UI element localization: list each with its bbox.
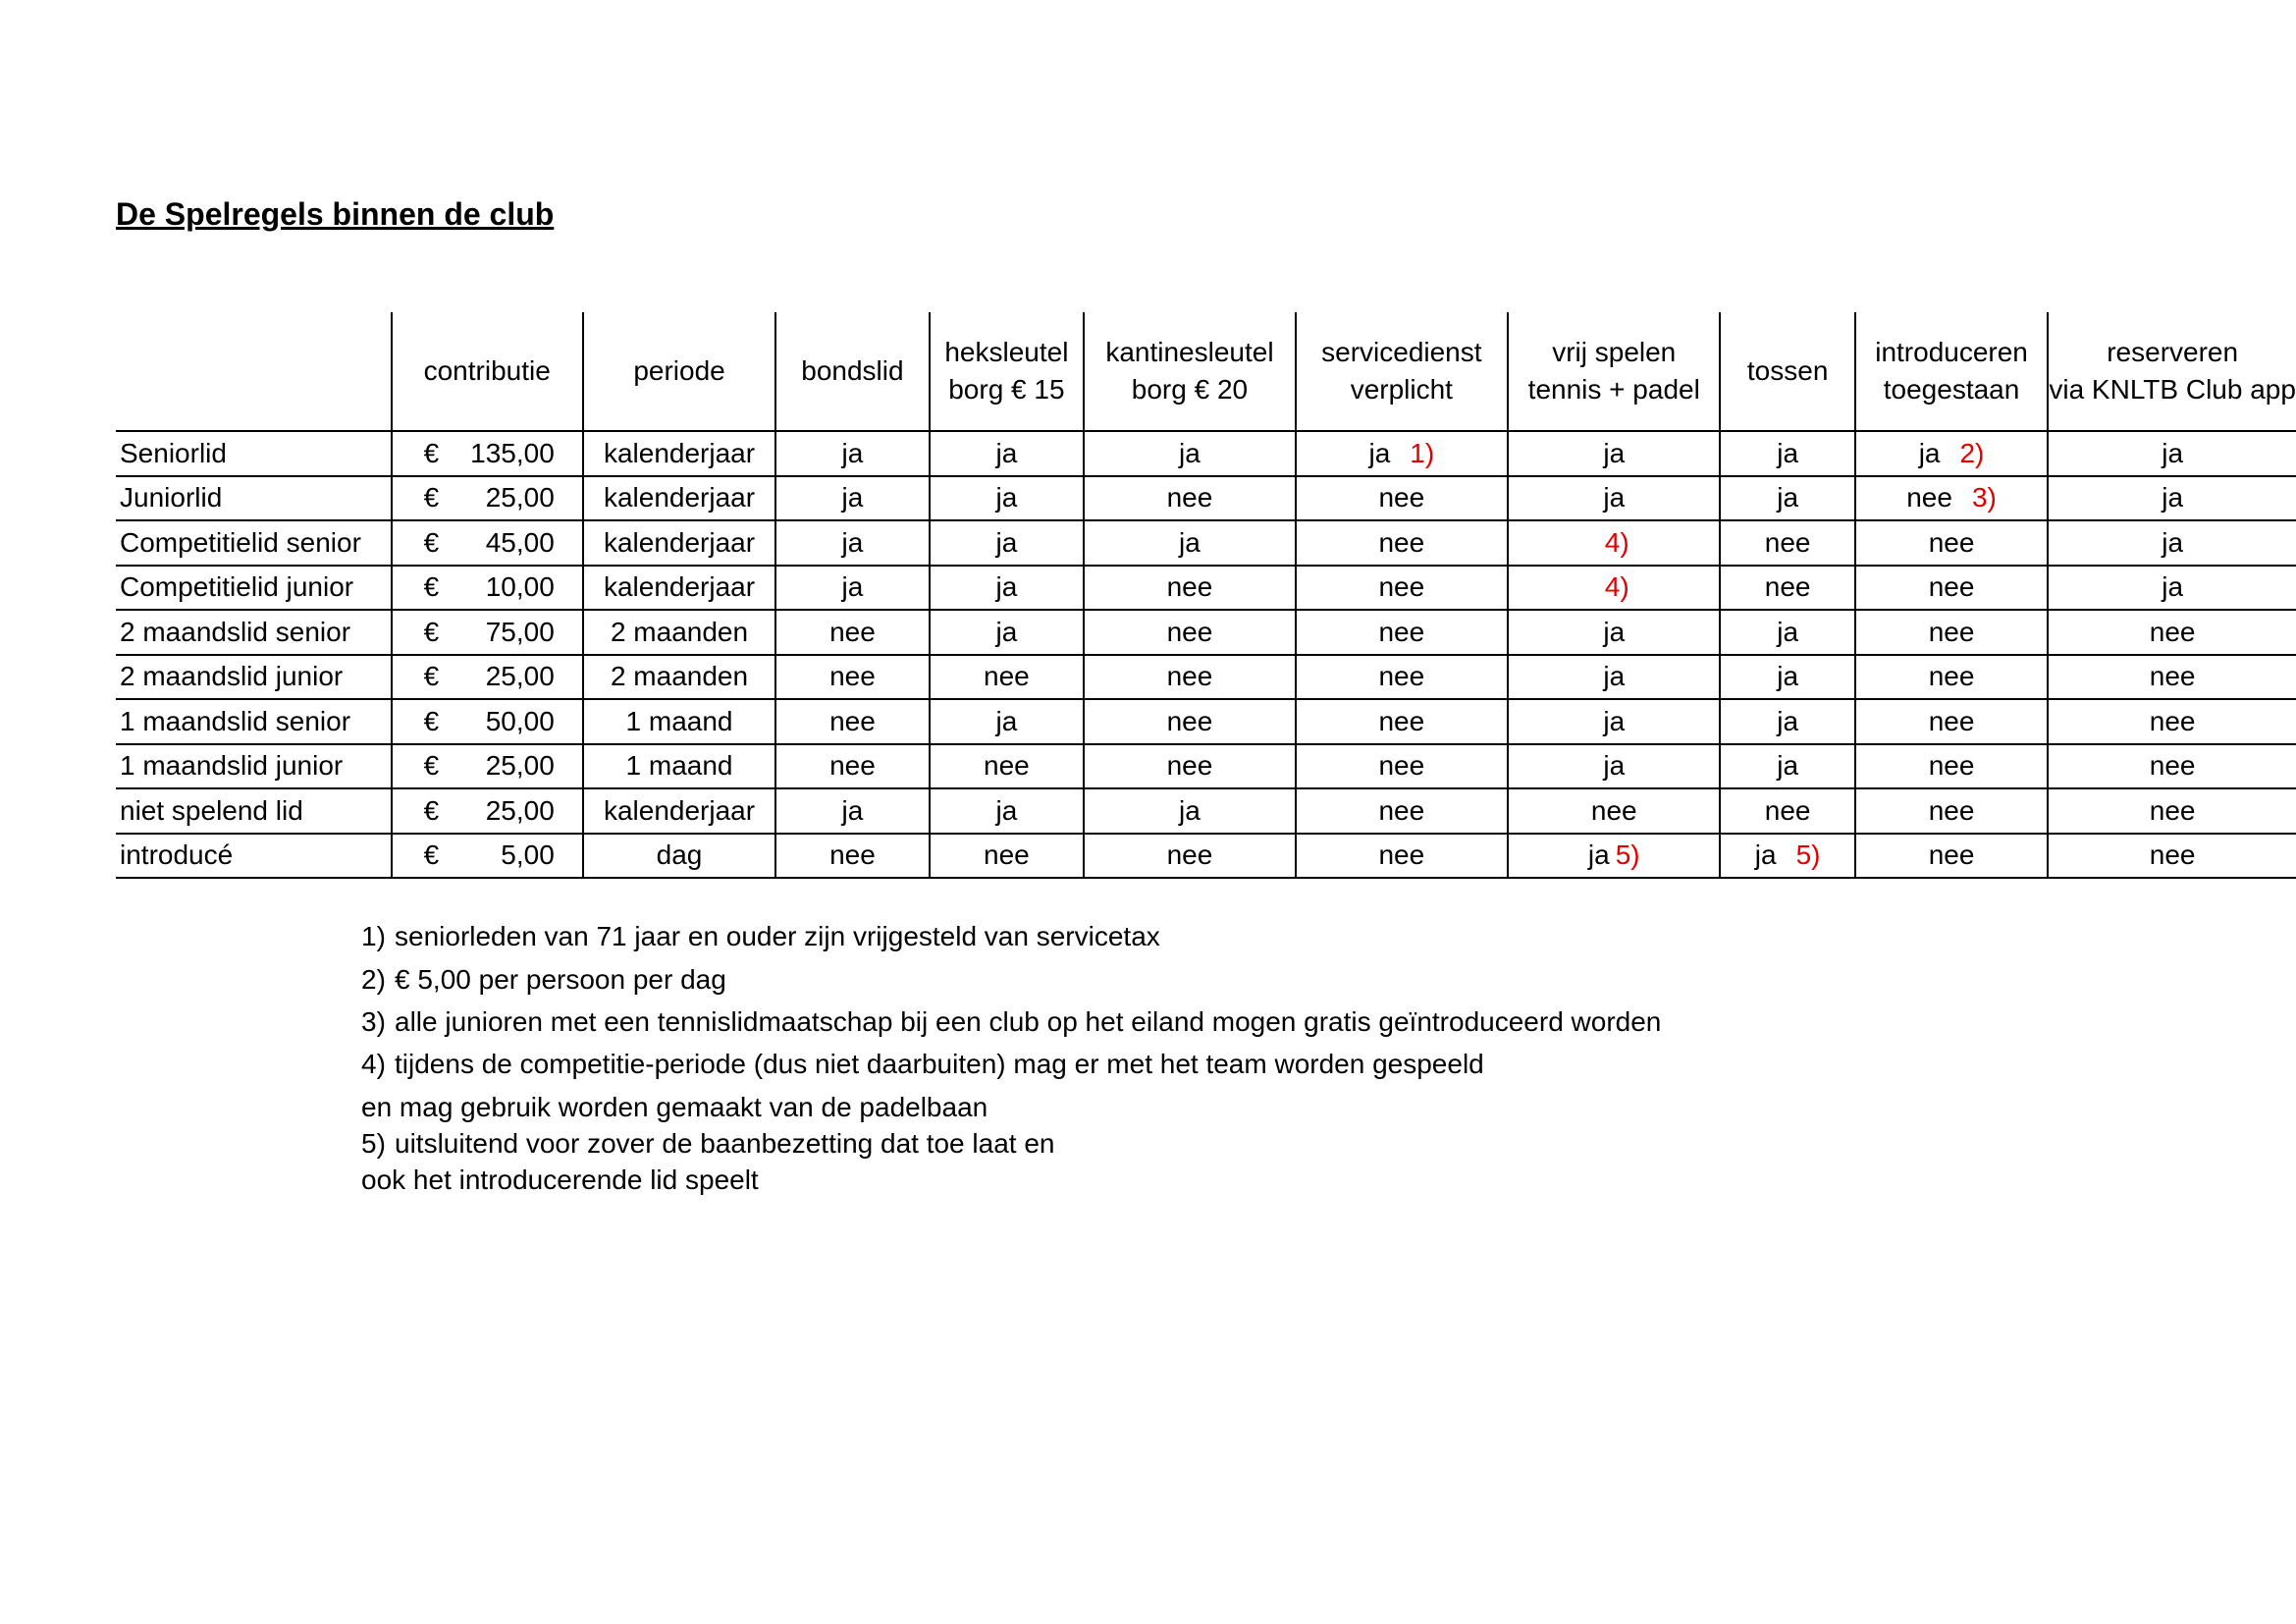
- footnote-2: 2) € 5,00 per persoon per dag: [361, 964, 726, 995]
- heksleutel-value: ja: [995, 705, 1018, 736]
- footnote-ref: 3): [1971, 482, 1997, 514]
- vrij-spelen-value: ja: [1603, 705, 1626, 736]
- heksleutel-cell: [930, 834, 1085, 879]
- heksleutel-cell: [930, 610, 1085, 655]
- heksleutel-cell: [930, 520, 1085, 566]
- tossen-value: ja: [1777, 661, 1799, 692]
- header-contributie: contributie: [392, 312, 583, 431]
- periode-value: kalenderjaar: [603, 482, 756, 514]
- kantinesleutel-value: nee: [1166, 616, 1213, 647]
- introduceren-cell: [1855, 788, 2049, 834]
- introduceren-value: nee: [1906, 482, 1952, 514]
- heksleutel-cell: [930, 655, 1085, 700]
- reserveren-cell: [2048, 610, 2296, 655]
- reserveren-cell: [2048, 566, 2296, 611]
- header-heksleutel: heksleutel borg € 15: [930, 312, 1085, 431]
- contributie-amount: 10,00: [485, 571, 555, 603]
- kantinesleutel-cell: [1084, 744, 1295, 789]
- member-type-cell: niet spelend lid: [116, 788, 392, 834]
- introduceren-value: nee: [1928, 705, 1975, 736]
- periode-cell: [583, 655, 775, 700]
- heksleutel-value: ja: [995, 571, 1018, 603]
- tossen-cell: [1720, 520, 1854, 566]
- heksleutel-value: nee: [984, 750, 1030, 782]
- bondslid-cell: [775, 610, 929, 655]
- tossen-value: nee: [1764, 571, 1811, 603]
- heksleutel-value: ja: [995, 526, 1018, 558]
- footnote-5-continued: ook het introducerende lid speelt: [361, 1164, 759, 1195]
- bondslid-cell: [775, 699, 929, 744]
- reserveren-cell: [2048, 834, 2296, 879]
- bondslid-value: ja: [841, 482, 864, 514]
- contributie-cell: [392, 834, 583, 879]
- introduceren-value: ja: [1918, 437, 1941, 468]
- contributie-cell: [392, 431, 583, 476]
- servicedienst-cell: [1296, 699, 1508, 744]
- bondslid-value: ja: [841, 437, 864, 468]
- servicedienst-cell: [1296, 744, 1508, 789]
- footnote-5: 5) uitsluitend voor zover de baanbezetting dat toe laat en: [361, 1128, 1055, 1159]
- page-title: De Spelregels binnen de club: [116, 196, 555, 232]
- contributie-cell: [392, 655, 583, 700]
- reserveren-value: nee: [2149, 750, 2196, 782]
- kantinesleutel-value: ja: [1179, 437, 1201, 468]
- contributie-cell: [392, 476, 583, 521]
- tossen-value: nee: [1764, 526, 1811, 558]
- heksleutel-cell: [930, 476, 1085, 521]
- tossen-cell: [1720, 476, 1854, 521]
- kantinesleutel-cell: [1084, 566, 1295, 611]
- heksleutel-value: ja: [995, 482, 1018, 514]
- heksleutel-value: ja: [995, 616, 1018, 647]
- heksleutel-value: ja: [995, 794, 1018, 826]
- currency-symbol: €: [423, 839, 440, 871]
- kantinesleutel-cell: [1084, 610, 1295, 655]
- reserveren-cell: [2048, 744, 2296, 789]
- periode-cell: [583, 788, 775, 834]
- introduceren-cell: [1855, 744, 2049, 789]
- contributie-amount: 25,00: [485, 661, 555, 692]
- tossen-cell: [1720, 699, 1854, 744]
- tossen-cell: [1720, 610, 1854, 655]
- introduceren-value: nee: [1928, 750, 1975, 782]
- kantinesleutel-cell: [1084, 788, 1295, 834]
- contributie-amount: 75,00: [485, 616, 555, 647]
- kantinesleutel-value: ja: [1179, 794, 1201, 826]
- kantinesleutel-value: nee: [1166, 750, 1213, 782]
- currency-symbol: €: [423, 661, 440, 692]
- tossen-cell: [1720, 788, 1854, 834]
- servicedienst-cell: [1296, 520, 1508, 566]
- periode-value: 2 maanden: [610, 616, 749, 647]
- footnote-ref: 5): [1795, 839, 1821, 871]
- kantinesleutel-value: nee: [1166, 705, 1213, 736]
- kantinesleutel-value: nee: [1166, 661, 1213, 692]
- contributie-cell: [392, 566, 583, 611]
- header-reserveren: reserveren via KNLTB Club app: [2048, 312, 2296, 431]
- currency-symbol: €: [423, 571, 440, 603]
- member-type-cell: Competitielid senior: [116, 520, 392, 566]
- periode-cell: [583, 520, 775, 566]
- tossen-cell: [1720, 744, 1854, 789]
- header-row: [116, 312, 2296, 431]
- bondslid-cell: [775, 788, 929, 834]
- introduceren-cell: [1855, 655, 2049, 700]
- bondslid-cell: [775, 476, 929, 521]
- vrij-spelen-cell: [1508, 788, 1720, 834]
- contributie-amount: 25,00: [485, 750, 555, 782]
- servicedienst-cell: [1296, 566, 1508, 611]
- introduceren-value: nee: [1928, 616, 1975, 647]
- kantinesleutel-value: nee: [1166, 571, 1213, 603]
- reserveren-cell: [2048, 431, 2296, 476]
- footnote-ref: 2): [1959, 437, 1985, 468]
- footnote-3: 3) alle junioren met een tennislidmaatschap bij een club op het eiland mogen gratis geïntroduceerd worden: [361, 1006, 1662, 1037]
- vrij-spelen-cell: [1508, 566, 1720, 611]
- vrij-spelen-cell: [1508, 655, 1720, 700]
- member-type-cell: Competitielid junior: [116, 566, 392, 611]
- membership-rules-table: [116, 312, 2296, 879]
- servicedienst-value: ja: [1368, 437, 1391, 468]
- contributie-amount: 135,00: [470, 437, 555, 468]
- vrij-spelen-value: ja: [1587, 839, 1610, 871]
- member-type-cell: 2 maandslid senior: [116, 610, 392, 655]
- table-row: [116, 520, 2296, 566]
- bondslid-cell: [775, 566, 929, 611]
- periode-value: kalenderjaar: [603, 794, 756, 826]
- contributie-cell: [392, 744, 583, 789]
- periode-value: kalenderjaar: [603, 437, 756, 468]
- reserveren-cell: [2048, 520, 2296, 566]
- servicedienst-value: nee: [1378, 839, 1425, 871]
- heksleutel-cell: [930, 699, 1085, 744]
- servicedienst-value: nee: [1378, 705, 1425, 736]
- kantinesleutel-cell: [1084, 655, 1295, 700]
- bondslid-value: nee: [829, 750, 876, 782]
- tossen-value: ja: [1777, 482, 1799, 514]
- tossen-value: ja: [1777, 437, 1799, 468]
- heksleutel-cell: [930, 744, 1085, 789]
- member-type-cell: 1 maandslid junior: [116, 744, 392, 789]
- heksleutel-cell: [930, 788, 1085, 834]
- reserveren-value: nee: [2149, 705, 2196, 736]
- table-row: [116, 744, 2296, 789]
- footnote-ref: 4): [1604, 526, 1629, 558]
- member-type-cell: 2 maandslid junior: [116, 655, 392, 700]
- periode-cell: [583, 566, 775, 611]
- header-vrij-spelen: vrij spelen tennis + padel: [1508, 312, 1720, 431]
- table-row: [116, 655, 2296, 700]
- header-periode: periode: [583, 312, 775, 431]
- bondslid-cell: [775, 431, 929, 476]
- bondslid-value: nee: [829, 616, 876, 647]
- bondslid-cell: [775, 520, 929, 566]
- bondslid-cell: [775, 655, 929, 700]
- kantinesleutel-cell: [1084, 520, 1295, 566]
- bondslid-cell: [775, 744, 929, 789]
- reserveren-cell: [2048, 788, 2296, 834]
- bondslid-value: nee: [829, 661, 876, 692]
- introduceren-value: nee: [1928, 526, 1975, 558]
- table-row: [116, 610, 2296, 655]
- contributie-amount: 25,00: [485, 482, 555, 514]
- heksleutel-cell: [930, 431, 1085, 476]
- reserveren-value: nee: [2149, 616, 2196, 647]
- bondslid-value: ja: [841, 526, 864, 558]
- introduceren-value: nee: [1928, 661, 1975, 692]
- bondslid-cell: [775, 834, 929, 879]
- tossen-cell: [1720, 566, 1854, 611]
- introduceren-cell: [1855, 476, 2049, 521]
- periode-value: 1 maand: [625, 750, 733, 782]
- periode-value: 2 maanden: [610, 661, 749, 692]
- introduceren-cell: [1855, 566, 2049, 611]
- servicedienst-value: nee: [1378, 616, 1425, 647]
- vrij-spelen-cell: [1508, 744, 1720, 789]
- servicedienst-value: nee: [1378, 794, 1425, 826]
- header-cell: [116, 312, 392, 431]
- servicedienst-value: nee: [1378, 482, 1425, 514]
- footnote-ref: 1): [1410, 437, 1435, 468]
- contributie-amount: 50,00: [485, 705, 555, 736]
- periode-value: 1 maand: [625, 705, 733, 736]
- tossen-cell: [1720, 431, 1854, 476]
- introduceren-cell: [1855, 431, 2049, 476]
- contributie-amount: 25,00: [485, 794, 555, 826]
- reserveren-value: nee: [2149, 794, 2196, 826]
- table-row: [116, 699, 2296, 744]
- currency-symbol: €: [423, 750, 440, 782]
- bondslid-value: ja: [841, 571, 864, 603]
- bondslid-value: nee: [829, 839, 876, 871]
- currency-symbol: €: [423, 794, 440, 826]
- introduceren-value: nee: [1928, 571, 1975, 603]
- vrij-spelen-value: ja: [1603, 482, 1626, 514]
- tossen-value: ja: [1777, 705, 1799, 736]
- periode-value: kalenderjaar: [603, 571, 756, 603]
- servicedienst-cell: [1296, 431, 1508, 476]
- introduceren-value: nee: [1928, 794, 1975, 826]
- servicedienst-value: nee: [1378, 661, 1425, 692]
- header-servicedienst: servicedienst verplicht: [1296, 312, 1508, 431]
- contributie-cell: [392, 520, 583, 566]
- introduceren-cell: [1855, 520, 2049, 566]
- reserveren-value: nee: [2149, 661, 2196, 692]
- vrij-spelen-cell: [1508, 476, 1720, 521]
- contributie-cell: [392, 788, 583, 834]
- kantinesleutel-value: nee: [1166, 482, 1213, 514]
- contributie-amount: 5,00: [501, 839, 555, 871]
- periode-cell: [583, 476, 775, 521]
- reserveren-value: ja: [2162, 526, 2184, 558]
- reserveren-value: ja: [2162, 437, 2184, 468]
- table-row: [116, 788, 2296, 834]
- servicedienst-cell: [1296, 834, 1508, 879]
- servicedienst-value: nee: [1378, 526, 1425, 558]
- member-type-cell: Juniorlid: [116, 476, 392, 521]
- kantinesleutel-cell: [1084, 834, 1295, 879]
- vrij-spelen-cell: [1508, 520, 1720, 566]
- currency-symbol: €: [423, 482, 440, 514]
- servicedienst-cell: [1296, 476, 1508, 521]
- vrij-spelen-cell: [1508, 431, 1720, 476]
- periode-value: kalenderjaar: [603, 526, 756, 558]
- contributie-cell: [392, 610, 583, 655]
- footnote-1: 1) seniorleden van 71 jaar en ouder zijn vrijgesteld van servicetax: [361, 921, 1160, 951]
- heksleutel-value: ja: [995, 437, 1018, 468]
- periode-cell: [583, 431, 775, 476]
- footnote-ref: 5): [1615, 839, 1640, 871]
- vrij-spelen-cell: [1508, 834, 1720, 879]
- introduceren-cell: [1855, 699, 2049, 744]
- vrij-spelen-value: ja: [1603, 750, 1626, 782]
- servicedienst-cell: [1296, 788, 1508, 834]
- vrij-spelen-value: ja: [1603, 616, 1626, 647]
- footnote-4-continued: en mag gebruik worden gemaakt van de padelbaan: [361, 1092, 988, 1122]
- servicedienst-cell: [1296, 655, 1508, 700]
- periode-cell: [583, 834, 775, 879]
- vrij-spelen-cell: [1508, 610, 1720, 655]
- tossen-value: ja: [1754, 839, 1777, 871]
- tossen-value: ja: [1777, 750, 1799, 782]
- reserveren-value: ja: [2162, 571, 2184, 603]
- member-type-cell: 1 maandslid senior: [116, 699, 392, 744]
- table-row: [116, 834, 2296, 879]
- introduceren-cell: [1855, 834, 2049, 879]
- footnote-ref: 4): [1604, 571, 1629, 603]
- kantinesleutel-cell: [1084, 476, 1295, 521]
- periode-cell: [583, 610, 775, 655]
- header-tossen: tossen: [1720, 312, 1854, 431]
- kantinesleutel-cell: [1084, 699, 1295, 744]
- periode-cell: [583, 699, 775, 744]
- kantinesleutel-cell: [1084, 431, 1295, 476]
- servicedienst-cell: [1296, 610, 1508, 655]
- servicedienst-value: nee: [1378, 750, 1425, 782]
- bondslid-value: ja: [841, 794, 864, 826]
- reserveren-cell: [2048, 476, 2296, 521]
- table-row: [116, 431, 2296, 476]
- reserveren-value: ja: [2162, 482, 2184, 514]
- reserveren-value: nee: [2149, 839, 2196, 871]
- header-kantinesleutel: kantinesleutel borg € 20: [1084, 312, 1295, 431]
- reserveren-cell: [2048, 699, 2296, 744]
- heksleutel-value: nee: [984, 661, 1030, 692]
- contributie-cell: [392, 699, 583, 744]
- heksleutel-value: nee: [984, 839, 1030, 871]
- header-introduceren: introduceren toegestaan: [1855, 312, 2049, 431]
- tossen-cell: [1720, 834, 1854, 879]
- header-bondslid: bondslid: [775, 312, 929, 431]
- currency-symbol: €: [423, 526, 440, 558]
- tossen-value: nee: [1764, 794, 1811, 826]
- contributie-amount: 45,00: [485, 526, 555, 558]
- heksleutel-cell: [930, 566, 1085, 611]
- vrij-spelen-value: ja: [1603, 661, 1626, 692]
- introduceren-value: nee: [1928, 839, 1975, 871]
- currency-symbol: €: [423, 437, 440, 468]
- vrij-spelen-value: ja: [1603, 437, 1626, 468]
- currency-symbol: €: [423, 705, 440, 736]
- footnote-4: 4) tijdens de competitie-periode (dus niet daarbuiten) mag er met het team worden gespeeld: [361, 1049, 1484, 1079]
- kantinesleutel-value: nee: [1166, 839, 1213, 871]
- vrij-spelen-value: nee: [1590, 794, 1637, 826]
- table-row: [116, 566, 2296, 611]
- reserveren-cell: [2048, 655, 2296, 700]
- tossen-value: ja: [1777, 616, 1799, 647]
- member-type-cell: Seniorlid: [116, 431, 392, 476]
- periode-value: dag: [656, 839, 703, 871]
- periode-cell: [583, 744, 775, 789]
- tossen-cell: [1720, 655, 1854, 700]
- table-row: [116, 476, 2296, 521]
- member-type-cell: introducé: [116, 834, 392, 879]
- vrij-spelen-cell: [1508, 699, 1720, 744]
- bondslid-value: nee: [829, 705, 876, 736]
- kantinesleutel-value: ja: [1179, 526, 1201, 558]
- introduceren-cell: [1855, 610, 2049, 655]
- currency-symbol: €: [423, 616, 440, 647]
- servicedienst-value: nee: [1378, 571, 1425, 603]
